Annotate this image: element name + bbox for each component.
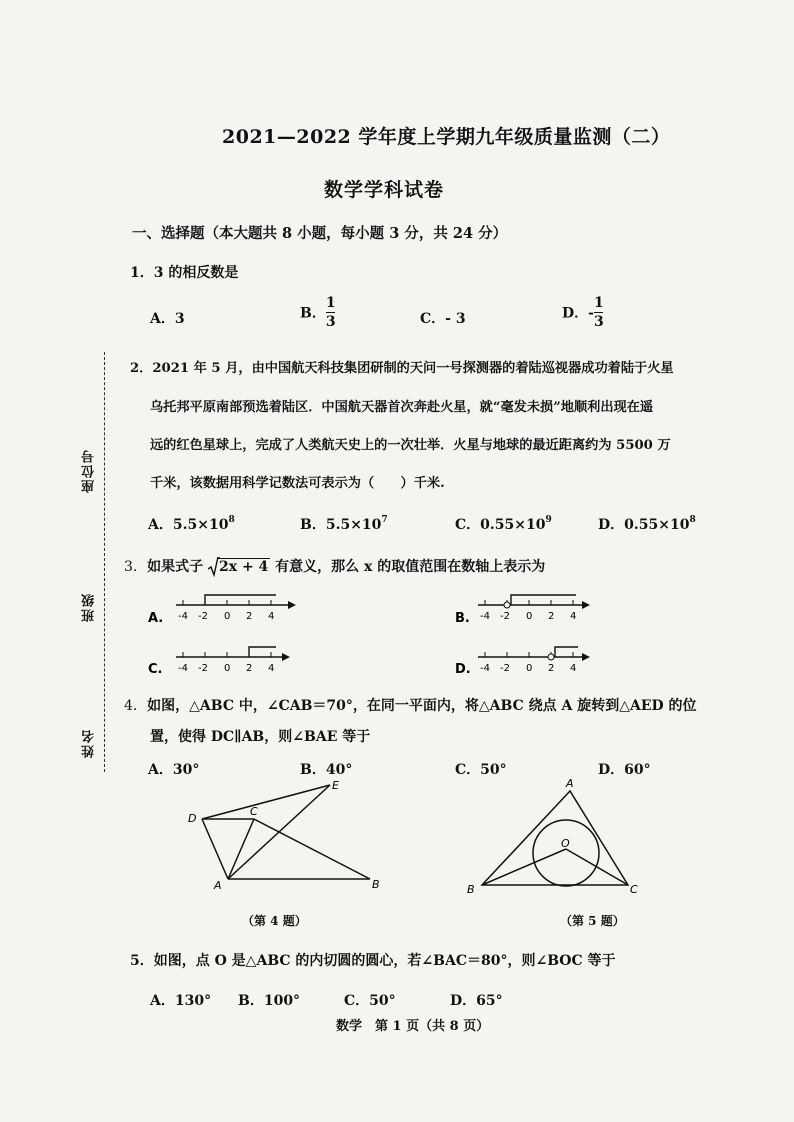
svg-text:-2: -2	[500, 663, 510, 674]
figure-q5	[462, 775, 662, 905]
svg-text:2: 2	[246, 611, 253, 622]
q4-line-1: 4. 如图，△ABC 中，∠CAB＝70°，在同一平面内，将△ABC 绕点 A 旋转到△AED 的位	[124, 698, 697, 714]
q4-option-c: C．50°	[455, 762, 507, 778]
q2-line-3: 远的红色星球上，完成了人类航天史上的一次壮举．火星与地球的最近距离约为 5500 万	[150, 438, 671, 453]
q4-point-b: B	[372, 878, 380, 891]
q5-point-c: C	[630, 883, 638, 896]
numberline-c	[176, 647, 290, 674]
svg-text:-4: -4	[480, 611, 490, 622]
q5-option-c: C．50°	[344, 993, 396, 1009]
q2-option-b: B．$5.5\times 10^7$	[300, 515, 388, 533]
svg-text:0: 0	[526, 663, 533, 674]
svg-text:0: 0	[224, 663, 231, 674]
class-label: 班级	[82, 592, 97, 622]
svg-text:4: 4	[268, 663, 275, 674]
q4-caption: （第 4 题）	[242, 914, 307, 928]
q3-label-d: D.	[455, 662, 471, 677]
svg-text:4: 4	[570, 663, 577, 674]
numberline-a	[176, 595, 296, 622]
q2-line-1: 2．2021 年 5 月，由中国航天科技集团研制的天问一号探测器的着陆巡视器成功着陆于火星	[130, 361, 674, 376]
numberline-b	[478, 595, 590, 622]
q3-number-lines	[0, 585, 794, 685]
q5-stem: 5．如图，点 O 是△ABC 的内切圆的圆心，若∠BAC＝80°，则∠BOC 等于	[130, 953, 616, 969]
radical-sign: 2x + 4	[208, 559, 270, 575]
q4-line-2: 置，使得 DC∥AB，则∠BAE 等于	[150, 729, 371, 745]
svg-text:2: 2	[548, 611, 555, 622]
svg-text:-4: -4	[480, 663, 490, 674]
q2-line-2: 乌托邦平原南部预选着陆区．中国航天器首次奔赴火星，就“毫发未损”地顺利出现在遥	[150, 400, 654, 415]
q1-option-a: A．3	[150, 311, 185, 327]
q2-option-c: C．$0.55\times 10^9$	[455, 515, 552, 533]
svg-text:4: 4	[268, 611, 275, 622]
q2-option-d: D．$0.55\times 10^8$	[598, 515, 696, 533]
svg-text:-4: -4	[178, 663, 188, 674]
q4-option-a: A．30°	[148, 762, 200, 778]
q3-label-c: C.	[148, 662, 163, 677]
svg-text:-2: -2	[198, 663, 208, 674]
q5-option-a: A．130°	[150, 993, 212, 1009]
svg-text:4: 4	[570, 611, 577, 622]
svg-text:0: 0	[526, 611, 533, 622]
svg-text:-2: -2	[500, 611, 510, 622]
q1-option-d: D．- $\frac{1}{3}$	[562, 295, 604, 330]
q4-option-d: D．60°	[598, 762, 651, 778]
q2-line-4: 千米，该数据用科学记数法可表示为（ ）千米.	[150, 476, 445, 491]
q2-option-a: A．$5.5\times 10^8$	[148, 515, 235, 533]
numberline-d	[478, 647, 590, 674]
svg-text:-2: -2	[198, 611, 208, 622]
svg-text:0: 0	[224, 611, 231, 622]
seat-number-label: 座位号	[82, 448, 97, 493]
q3-stem: 3. 如果式子 2x + 4 有意义，那么 x 的取值范围在数轴上表示为	[124, 559, 546, 575]
page-subtitle: 数学学科试卷	[324, 179, 445, 201]
q4-point-a: A	[214, 879, 222, 892]
page-footer: 数学 第 1 页（共 8 页）	[336, 1019, 490, 1034]
svg-text:2: 2	[246, 663, 253, 674]
q5-point-a: A	[566, 777, 574, 790]
q4-option-b: B．40°	[300, 762, 353, 778]
page-title: 2021—2022 学年度上学期九年级质量监测（二）	[222, 126, 671, 148]
q5-option-d: D．65°	[450, 993, 503, 1009]
q1-option-b: B． $\frac{1}{3}$	[300, 295, 336, 330]
binding-line	[104, 352, 105, 772]
section-heading: 一、选择题（本大题共 8 小题，每小题 3 分，共 24 分）	[132, 225, 508, 242]
q5-option-b: B．100°	[238, 993, 301, 1009]
q5-point-o: O	[561, 837, 570, 850]
figure-q4	[180, 775, 420, 895]
q5-point-b: B	[467, 883, 475, 896]
q1-stem: 1．3 的相反数是	[130, 265, 239, 281]
q4-point-c: C	[250, 805, 258, 818]
svg-text:-4: -4	[178, 611, 188, 622]
q4-point-d: D	[188, 812, 197, 825]
svg-text:2: 2	[548, 663, 555, 674]
q3-label-a: A.	[148, 611, 164, 626]
name-label: 姓名	[82, 728, 97, 758]
q5-caption: （第 5 题）	[560, 914, 625, 928]
q4-point-e: E	[332, 779, 339, 792]
q1-option-c: C．- 3	[420, 311, 466, 327]
q3-label-b: B.	[455, 611, 470, 626]
